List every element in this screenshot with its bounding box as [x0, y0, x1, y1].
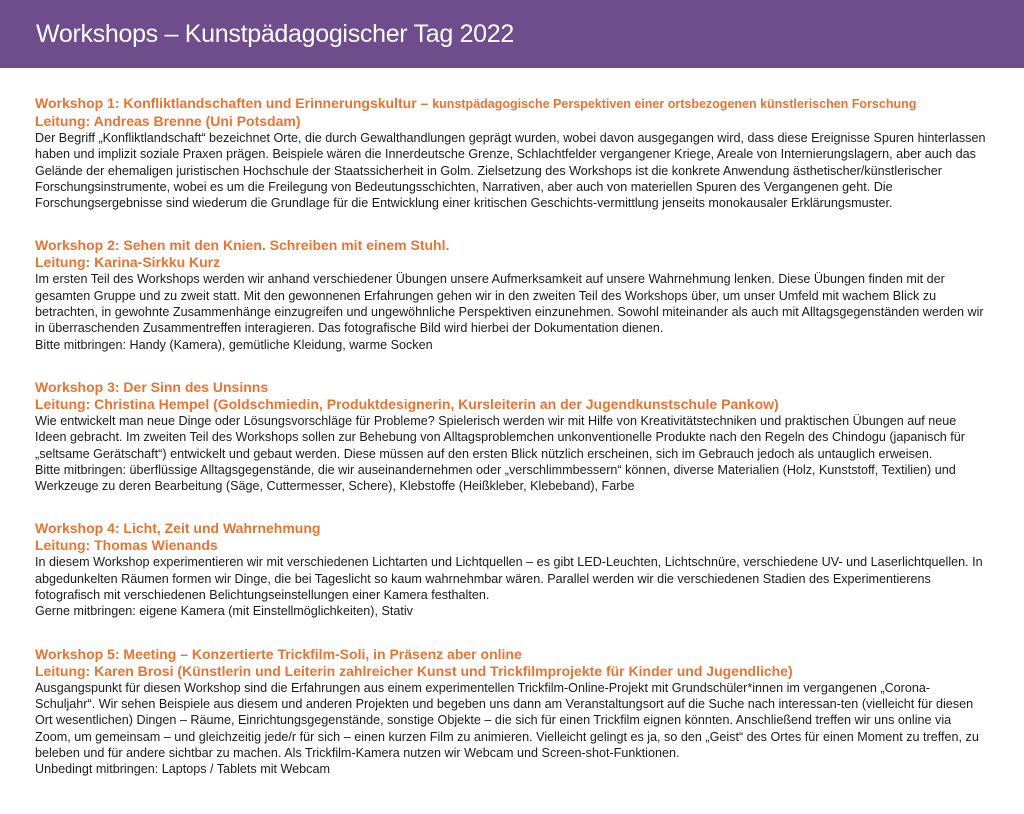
workshop-bring-note: Bitte mitbringen: Handy (Kamera), gemütliche Kleidung, warme Socken	[35, 337, 433, 352]
workshop-title-main: Workshop 1: Konfliktlandschaften und Erinnerungskultur –	[35, 95, 433, 111]
workshop-leader: Leitung: Karina-Sirkku Kurz	[35, 254, 221, 271]
workshop-title: Workshop 5: Meeting – Konzertierte Trickfilm-Soli, in Präsenz aber online	[35, 645, 522, 662]
workshop-description: In diesem Workshop experimentieren wir mit verschiedenen Lichtarten und Lichtquellen – es gibt LED-Leuchten, Lichtschnüre, verschiedene UV- und Laserlichtquellen. In abgedunkelten Räumen formen wir Dinge, die bei Tageslicht so kaum wahrnehmbar wären. Parallel werden wir die verschiedenen Stadien des Experimentierens fotografisch mit verschiedenen Belichtungseinstellungen einer Kamera festhalten.	[35, 555, 983, 603]
workshop-1	[35, 95, 989, 211]
workshop-leader: Leitung: Karen Brosi (Künstlerin und Leiterin zahlreicher Kunst und Trickfilmprojekte für Kinder und Jugendliche)	[35, 662, 793, 679]
workshop-3	[35, 379, 989, 494]
workshop-5	[35, 646, 989, 778]
page-title: Workshops – Kunstpädagogischer Tag 2022	[36, 19, 514, 48]
workshop-leader: Leitung: Thomas Wienands	[35, 537, 218, 554]
workshop-leader: Leitung: Christina Hempel (Goldschmiedin, Produktdesignerin, Kursleiterin an der Jugendkunstschule Pankow)	[35, 395, 779, 412]
workshop-bring-note: Unbedingt mitbringen: Laptops / Tablets mit Webcam	[35, 762, 330, 777]
workshop-description: Wie entwickelt man neue Dinge oder Lösungsvorschläge für Probleme? Spielerisch werden wir mit Hilfe von Kreativitätstechniken und praktischen Übungen auf neue Ideen gebracht. Im zweiten Teil des Workshops sollen zur Behebung von Alltagsproblemchen unkonventionelle Produkte nach den Regeln des Chindogu (japanisch für „seltsame Gerätschaft“) entwickelt und gebaut werden. Diese müssen auf den ersten Blick nützlich erscheinen, sich im Gebrauch jedoch als untauglich erweisen.	[35, 413, 965, 461]
workshop-title: Workshop 4: Licht, Zeit und Wahrnehmung	[35, 520, 321, 537]
workshop-description: Im ersten Teil des Workshops werden wir anhand verschiedener Übungen unsere Aufmerksamkeit auf unsere Wahrnehmung lenken. Diese Übungen finden mit der gesamten Gruppe und zu zweit statt. Mit den gewonnenen Erfahrungen gehen wir in den zweiten Teil des Workshops über, um unser Umfeld mit wachem Blick zu betrachten, in gewohnte Zusammenhänge einzugreifen und ungewöhnliche Perspektiven einzunehmen. Sowohl miteinander als auch mit Alltagsgegenständen werden wir in überraschenden Zusammentreffen interagieren. Das fotografische Bild wird hierbei der Dokumentation dienen.	[35, 272, 984, 336]
workshop-subtitle: kunstpädagogische Perspektiven einer ortsbezogenen künstlerischen Forschung	[432, 97, 917, 111]
workshop-bring-note: Bitte mitbringen: überflüssige Alltagsgegenstände, die wir auseinandernehmen oder „verschlimmbessern“ können, diverse Materialien (Holz, Kunststoff, Textilien) und Werkzeuge zu deren Bearbeitung (Säge, Cuttermesser, Schere), Klebstoffe (Heißkleber, Klebeband), Farbe	[35, 462, 956, 494]
workshop-description: Der Begriff „Konfliktlandschaft“ bezeichnet Orte, die durch Gewalthandlungen geprägt wurden, wobei davon ausgegangen wird, dass diese Ereignisse Spuren hinterlassen haben und implizit soziale Praxen prägen. Beispiele wären die Innerdeutsche Grenze, Schlachtfelder vergangener Kriege, Areale von Internierungslagern, aber auch das Gelände der ehemaligen juristischen Hochschule der Staatssicherheit in Golm. Zielsetzung des Workshops ist die konkrete Anwendung ästhetischer/künstlerischer Forschungsinstrumente, wobei es um die Freilegung von Bedeutungsschichten, Narrativen, aber auch von materiellen Spuren des Vergangenen geht. Die Forschungsergebnisse sind wiederum die Grundlage für die Entwicklung einer kritischen Geschichts-vermittlung jenseits monokausaler Erklärungsmuster.	[35, 131, 986, 211]
workshop-title: Workshop 3: Der Sinn des Unsinns	[35, 378, 269, 395]
page-header	[0, 0, 1024, 68]
workshop-leader: Leitung: Andreas Brenne (Uni Potsdam)	[35, 113, 301, 129]
workshop-4	[35, 520, 989, 619]
workshop-list	[0, 68, 1024, 777]
workshop-bring-note: Gerne mitbringen: eigene Kamera (mit Einstellmöglichkeiten), Stativ	[35, 604, 413, 619]
workshop-2	[35, 237, 989, 352]
workshop-description: Ausgangspunkt für diesen Workshop sind die Erfahrungen aus einem experimentellen Trickfilm-Online-Projekt mit Grundschüler*innen im vergangenen „Corona-Schuljahr“. Wir sehen Beispiele aus diesem und anderen Projekten und begeben uns dann am Veranstaltungsort auf die Suche nach interessan-ten (vielleicht für diesen Ort wesentlichen) Dingen – Räume, Einrichtungsgegenstände, sonstige Objekte – die sich für einen Trickfilm eignen könnten. Anschließend treffen wir uns online via Zoom, um gemeinsam – und gleichzeitig jede/r für sich – einen kurzen Film zu animieren. Vielleicht gelingt es ja, so den „Geist“ des Ortes für einen Moment zu treffen, zu beleben und für andere sichtbar zu machen. Als Trickfilm-Kamera nutzen wir Webcam und Screen-shot-Funktionen.	[35, 680, 979, 760]
workshop-title: Workshop 2: Sehen mit den Knien. Schreiben mit einem Stuhl.	[35, 237, 450, 254]
workshop-title	[35, 95, 989, 113]
